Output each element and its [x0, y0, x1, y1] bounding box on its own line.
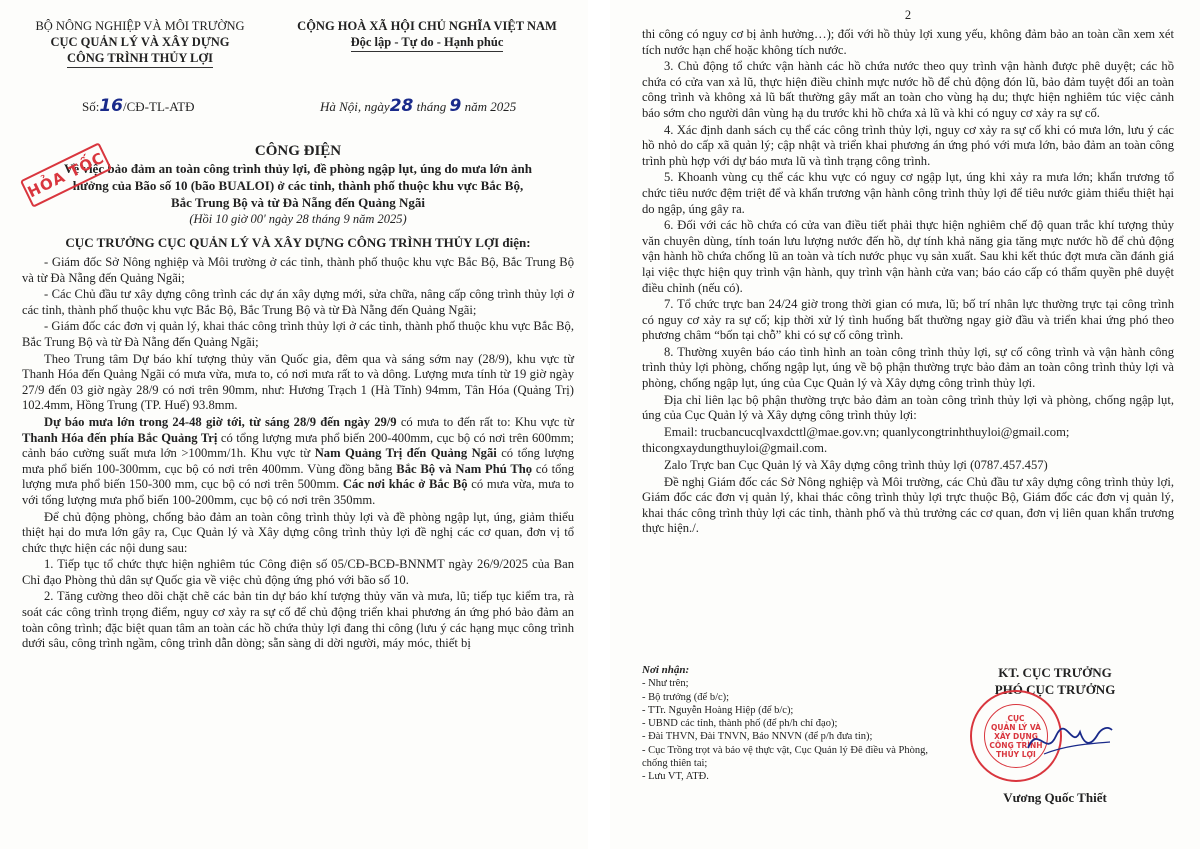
page-gutter — [588, 0, 610, 849]
document-date: Hà Nội, ngày28 tháng 9 năm 2025 — [320, 96, 517, 116]
recipient-item: - Đài THVN, Đài TNVN, Báo NNVN (để p/h đưa tin); — [642, 731, 873, 743]
recipient-line: - Các Chủ đầu tư xây dựng công trình các dự án xây dựng mới, sửa chữa, nâng cấp công trình thủy lợi ở các tỉnh, thành phố thuộc khu vực Bắc Bộ, Bắc Trung Bộ và từ Đà Nẵng đến Quảng Ngãi; — [22, 287, 574, 317]
recipient-item: - Lưu VT, ATĐ. — [642, 771, 709, 783]
item-2-continued: thi công có nguy cơ bị ảnh hưởng…); đối với hồ thủy lợi xung yếu, không đảm bảo an toàn cần xem xét tích nước hạn chế hoặc không tích nước. — [642, 27, 1174, 57]
document-subject: Về việc bảo đảm an toàn công trình thủy lợi, đề phòng ngập lụt, úng do mưa lớn ảnh hưởng của Bão số 10 (bão BUALOI) ở các tỉnh, thành phố thuộc khu vực Bắc Bộ, Bắc Trung Bộ và từ Đà Nẵng đến Quảng Ngãi — [64, 161, 532, 210]
recipients-list — [642, 664, 932, 784]
department-name-line2: CÔNG TRÌNH THỦY LỢI — [67, 50, 213, 68]
email-link[interactable]: trucbancucqlvaxdcttl@mae.gov.vn; — [700, 424, 880, 439]
ministry-name: BỘ NÔNG NGHIỆP VÀ MÔI TRƯỜNG — [35, 19, 245, 33]
body-page-1 — [22, 255, 574, 652]
item-3: 3. Chủ động tổ chức vận hành các hồ chứa nước theo quy trình vận hành được phê duyệt; các hồ chứa có cửa van xả lũ, thực hiện điều chỉnh mực nước hồ để chủ động đón lũ, bảo đảm tuyệt đối an toàn công trình và không xả lũ bất thường gây mất an toàn cho vùng hạ du; thực hiện nghiêm túc việc cảnh báo sớm cho người dân vùng hạ du trước khi hồ chứa xả lũ và khi có nguy cơ xảy ra sự cố. — [642, 59, 1174, 120]
recipient-line: - Giám đốc Sở Nông nghiệp và Môi trường ở các tỉnh, thành phố thuộc khu vực Bắc Bộ, Bắc Trung Bộ và từ Đà Nẵng đến Quảng Ngãi; — [22, 255, 574, 285]
recipient-item: - Cục Trồng trọt và bảo vệ thực vật, Cục Quản lý Đê điều và Phòng, chống thiên tai; — [642, 744, 928, 770]
recipient-item: - Như trên; — [642, 678, 689, 690]
signature-block — [940, 664, 1170, 806]
issuing-agency — [22, 18, 258, 68]
email-link[interactable]: thicongxaydungthuyloi@gmail.com. — [642, 441, 828, 456]
signature-icon — [1024, 714, 1114, 762]
contact-paragraph: Địa chỉ liên lạc bộ phận thường trực bảo đảm an toàn công trình thủy lợi và phòng, chống ngập lụt, úng của Cục Quản lý và Xây dựng công trình thủy lợi: — [642, 392, 1174, 423]
document-header — [22, 12, 574, 137]
signer-name: Vương Quốc Thiết — [1003, 790, 1107, 805]
department-name: CỤC QUẢN LÝ VÀ XÂY DỰNG — [50, 35, 230, 49]
closing-paragraph: Đề nghị Giám đốc các Sở Nông nghiệp và Môi trường, các Chủ đầu tư xây dựng công trình thủy lợi, Giám đốc các đơn vị quản lý, khai thác công trình thủy lợi trực thuộc Bộ, Giám đốc các đơn vị quản lý, khai thác công trình thủy lợi các tỉnh, thành phố và thủ trưởng các cơ quan, đơn vị liên quan khẩn trương thực hiện./. — [642, 474, 1174, 536]
motto: Độc lập - Tự do - Hạnh phúc — [351, 34, 504, 52]
request-paragraph: Để chủ động phòng, chống bảo đảm an toàn công trình thủy lợi và đề phòng ngập lụt, úng, giảm thiểu thiệt hại do mưa lớn gây ra, Cục Quản lý và Xây dựng công trình thủy lợi đề nghị các cơ quan, đơn vị tổ chức thực hiện các nội dung sau: — [22, 509, 574, 555]
document-number: Số:16/CĐ-TL-ATĐ — [82, 96, 195, 116]
item-4: 4. Xác định danh sách cụ thể các công trình thủy lợi, nguy cơ xảy ra sự cố khi có mưa lớn, lưu ý các hồ nhỏ do cấp xã quản lý; cập nhật và triển khai phương án ứng phó với mưa lớn, bảo đảm an toàn công trình phù hợp với dự báo mưa lũ và tình trạng công trình. — [642, 122, 1174, 168]
email-line: Email: trucbancucqlvaxdcttl@mae.gov.vn; quanlycongtrinhthuyloi@gmail.com; — [664, 424, 1070, 439]
document-title: CÔNG ĐIỆN — [254, 143, 342, 159]
item-6: 6. Đối với các hồ chứa có cửa van điều tiết phải thực hiện nghiêm chế độ quan trắc khí tượng thủy văn chuyên dùng, tính toán lưu lượng nước đến hồ, dự tính khả năng gia tăng mực nước hồ để chủ động vận hành hồ chứa chống lũ an toàn và tích nước phục vụ sản xuất. Sau khi kết thúc đợt mưa cần đánh giá lại việc thực hiện quy trình vận hành, quy trình vận hành cửa van; báo cáo cấp có thẩm quyền phê duyệt điều chỉnh (nếu có). — [642, 218, 1174, 295]
recipient-item: - UBND các tỉnh, thành phố (để ph/h chỉ đạo); — [642, 718, 838, 730]
forecast-paragraph: Dự báo mưa lớn trong 24-48 giờ tới, từ sáng 28/9 đến ngày 29/9 có mưa to đến rất to: Khu vực từ Thanh Hóa đến phía Bắc Quảng Trị có tổng lượng mưa phổ biến 200-400mm, cục bộ có nơi trên 600mm; cảnh báo cường suất mưa lớn >100mm/1h. Khu vực từ Nam Quảng Trị đến Quảng Ngãi có tổng lượng mưa phổ biến 100-300mm, cục bộ có nơi trên 400mm. Vùng đồng bằng Bắc Bộ và Nam Phú Thọ có tổng lượng mưa phổ biến 150-300 mm, cục bộ có nơi trên 500mm. Các nơi khác ở Bắc Bộ có mưa vừa, mưa to với tổng lượng mưa phổ biến 100-200mm, cục bộ có nơi trên 350mm. — [22, 414, 574, 507]
handwritten-day: 28 — [389, 96, 414, 116]
country-name: CỘNG HOÀ XÃ HỘI CHỦ NGHĨA VIỆT NAM — [297, 19, 557, 33]
recipient-line: - Giám đốc các đơn vị quản lý, khai thác công trình thủy lợi ở các tỉnh, thành phố thuộc khu vực Bắc Bộ, Bắc Trung Bộ và từ Đà Nẵng đến Quảng Ngãi; — [22, 319, 574, 349]
page-number: 2 — [904, 8, 912, 22]
item-1: 1. Tiếp tục tổ chức thực hiện nghiêm túc Công điện số 05/CĐ-BCĐ-BNNMT ngày 26/9/2025 của Ban Chỉ đạo Phòng thủ dân sự Quốc gia về việc chủ động ứng phó với bão số 10. — [22, 557, 574, 587]
official-seal: CỤC QUẢN LÝ VÀ XÂY DỰNG CÔNG TRÌNH THỦY LỢI — [970, 690, 1062, 782]
zalo-line: Zalo Trực ban Cục Quản lý và Xây dựng công trình thủy lợi (0787.457.457) — [664, 458, 1048, 473]
document-time: (Hồi 10 giờ 00' ngày 28 tháng 9 năm 2025) — [189, 212, 407, 226]
document-page-2 — [610, 0, 1200, 849]
email-link[interactable]: quanlycongtrinhthuyloi@gmail.com; — [882, 424, 1070, 439]
handwritten-month: 9 — [449, 96, 462, 116]
body-page-2 — [642, 27, 1174, 537]
recipient-item: - Bộ trưởng (để b/c); — [642, 691, 730, 703]
document-page-1 — [0, 0, 588, 849]
item-5: 5. Khoanh vùng cụ thể các khu vực có nguy cơ ngập lụt, úng khi xảy ra mưa lớn; khẩn trương tổ chức tiêu nước đệm triệt để và khẩn trương vận hành công trình thủy lợi để tiêu nước giảm thiểu thiệt hại do ngập, úng gây ra. — [642, 170, 1174, 216]
urgent-stamp: HỎA TỐC — [20, 142, 112, 208]
signer-title-1: KT. CỤC TRƯỞNG — [998, 665, 1112, 680]
item-8: 8. Thường xuyên báo cáo tình hình an toàn công trình thủy lợi, sự cố công trình và vận hành công trình thủy lợi phòng, chống ngập lụt, úng về bộ phận thường trực bảo đảm an toàn công trình thủy lợi và phòng, chống ngập lụt, úng của Cục Quản lý và Xây dựng công trình thủy lợi. — [642, 344, 1174, 391]
rain-report-paragraph: Theo Trung tâm Dự báo khí tượng thủy văn Quốc gia, đêm qua và sáng sớm nay (28/9), khu vực từ Thanh Hóa đến Quảng Ngãi có mưa vừa, mưa to, có nơi mưa rất to và dông. Lượng mưa tính từ 19 giờ ngày 27/9 đến 03 giờ ngày 28/9 có nơi trên 90mm, như: Hương Trạch 1 (Hà Tĩnh) 94mm, Tân Hóa (Quảng Trị) 102.4mm, Hồng Trung (TP. Huế) 93.8mm. — [22, 351, 574, 413]
recipient-item: - TTr. Nguyễn Hoàng Hiệp (để b/c); — [642, 704, 794, 716]
recipients-label: Nơi nhận: — [642, 664, 690, 676]
handwritten-number: 16 — [99, 96, 124, 116]
signer-title-2: PHÓ CỤC TRƯỞNG — [994, 682, 1116, 697]
national-motto — [272, 18, 582, 52]
issuer-lead: CỤC TRƯỞNG CỤC QUẢN LÝ VÀ XÂY DỰNG CÔNG TRÌNH THỦY LỢI điện: — [65, 235, 531, 250]
item-7: 7. Tổ chức trực ban 24/24 giờ trong thời gian có mưa, lũ; bố trí nhân lực thường trực tại công trình có nguy cơ xảy ra sự cố; kịp thời xử lý tình huống bất thường ngay giờ đầu và triển khai ứng phó theo phương châm “bốn tại chỗ” khi có sự cố công trình. — [642, 297, 1174, 343]
item-2: 2. Tăng cường theo dõi chặt chẽ các bản tin dự báo khí tượng thủy văn và mưa, lũ; tiếp tục kiểm tra, rà soát các công trình trọng điểm, nguy cơ xảy ra sự cố để chủ động triển khai phương án ứng phó bảo đảm an toàn công trình; đặc biệt quan tâm an toàn các hồ chứa thủy lợi đang thi công (lưu ý các hạng mục công trình dưới sâu, công trình ngầm, công trình dẫn dòng; sẵn sàng di dời người, máy móc, thiết bị — [22, 589, 574, 651]
